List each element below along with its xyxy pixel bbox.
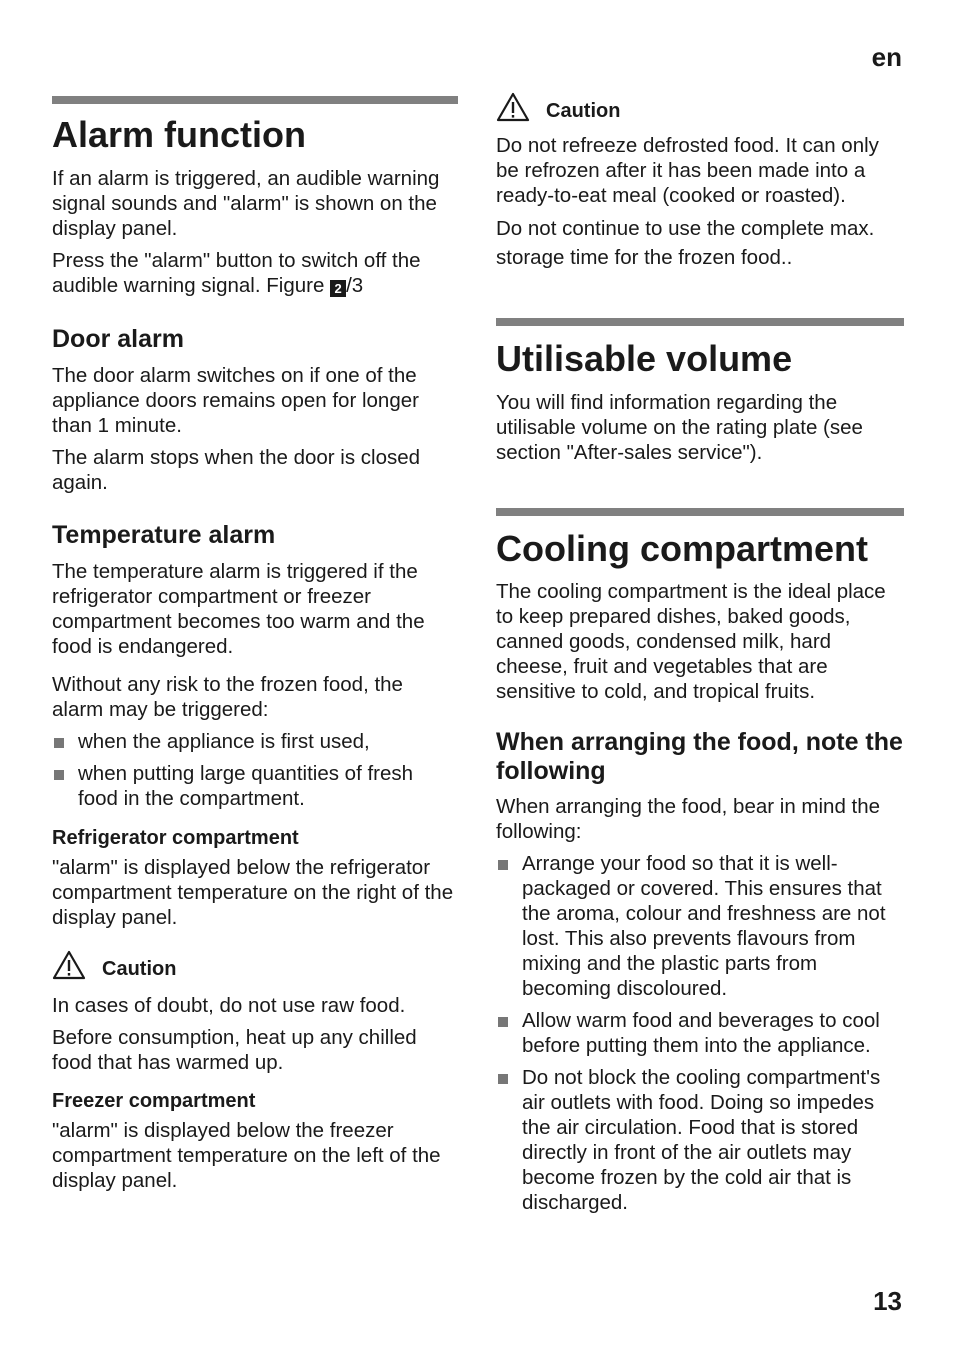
door-alarm-text-1: The door alarm switches on if one of the appliance doors remains open for longer than 1 minute. xyxy=(52,363,419,437)
caution-frozen-text-2: Do not continue to use the complete max. storage time for the frozen food.. xyxy=(496,217,875,269)
freezer-compartment-text: "alarm" is displayed below the freezer compartment temperature on the left of the display panel. xyxy=(52,1118,441,1192)
caution-text-1: In cases of doubt, do not use raw food. xyxy=(52,993,406,1017)
temperature-alarm-text-2: Without any risk to the frozen food, the alarm may be triggered: xyxy=(52,672,403,721)
caution-block xyxy=(52,950,458,980)
alarm-function-figure-text xyxy=(52,248,458,298)
arranging-food-intro: When arranging the food, bear in mind the following: xyxy=(496,795,881,844)
list-item: Allow warm food and beverages to cool before putting them into the appliance. xyxy=(496,1008,904,1058)
refrigerator-compartment-text: "alarm" is displayed below the refrigerator compartment temperature on the right of the display panel. xyxy=(52,855,454,929)
alarm-function-text: If an alarm is triggered, an audible warning signal sounds and "alarm" is shown on the display panel. xyxy=(52,166,440,240)
list-item: Do not block the cooling compartment's air outlets with food. Doing so impedes the air circulation. Food that is stored directly in front of the air outlets may become frozen by the cold air that is discharged. xyxy=(496,1065,904,1215)
refrigerator-compartment-title: Refrigerator compartment xyxy=(52,826,299,849)
caution-frozen-text-1: Do not refreeze defrosted food. It can only be refrozen after it has been made into a ready-to-eat meal (cooked or roasted). xyxy=(496,134,879,207)
language-label: en xyxy=(871,42,902,72)
caution-label: Caution xyxy=(102,957,177,980)
alarm-function-figure-sentence: Press the "alarm" button to switch off the audible warning signal. Figure xyxy=(52,248,421,297)
list-item: when the appliance is first used, xyxy=(52,729,458,754)
right-column xyxy=(496,0,904,1215)
section-rule xyxy=(52,96,458,104)
page-number: 13 xyxy=(873,1286,902,1316)
section-rule xyxy=(496,508,904,516)
section-rule xyxy=(496,318,904,326)
temperature-alarm-text-1: The temperature alarm is triggered if the refrigerator compartment or freezer compartment becomes too warm and the food is endangered. xyxy=(52,559,425,658)
alarm-function-title: Alarm function xyxy=(52,114,307,155)
left-column xyxy=(52,0,458,1193)
warning-triangle-icon xyxy=(52,950,86,980)
caution-label: Caution xyxy=(546,100,621,122)
figure-item-ref: /3 xyxy=(346,273,364,297)
temperature-alarm-title: Temperature alarm xyxy=(52,520,276,549)
temperature-alarm-list xyxy=(52,729,458,811)
arranging-food-list xyxy=(496,851,904,1215)
list-item: when putting large quantities of fresh food in the compartment. xyxy=(52,761,458,811)
arranging-food-title: When arranging the food, note the following xyxy=(496,728,903,786)
cooling-compartment-title: Cooling compartment xyxy=(496,527,869,569)
caution-block xyxy=(496,92,904,122)
door-alarm-text-2: The alarm stops when the door is closed again. xyxy=(52,445,421,494)
door-alarm-title: Door alarm xyxy=(52,324,184,353)
utilisable-volume-title: Utilisable volume xyxy=(496,338,793,379)
list-item: Arrange your food so that it is well-packaged or covered. This ensures that the aroma, colour and freshness are not lost. This also prevents flavours from mixing and the plastic parts from becoming discoloured. xyxy=(496,851,904,1001)
freezer-compartment-title: Freezer compartment xyxy=(52,1089,256,1112)
caution-text-2: Before consumption, heat up any chilled food that has warmed up. xyxy=(52,1025,417,1074)
utilisable-volume-text: You will find information regarding the utilisable volume on the rating plate (see section "After-sales service"). xyxy=(496,390,863,464)
cooling-compartment-text: The cooling compartment is the ideal place to keep prepared dishes, baked goods, canned goods, condensed milk, hard cheese, fruit and vegetables that are sensitive to cold, and tropical fruits. xyxy=(496,580,886,704)
warning-triangle-icon xyxy=(496,92,530,122)
figure-number-badge: 2 xyxy=(330,280,346,297)
